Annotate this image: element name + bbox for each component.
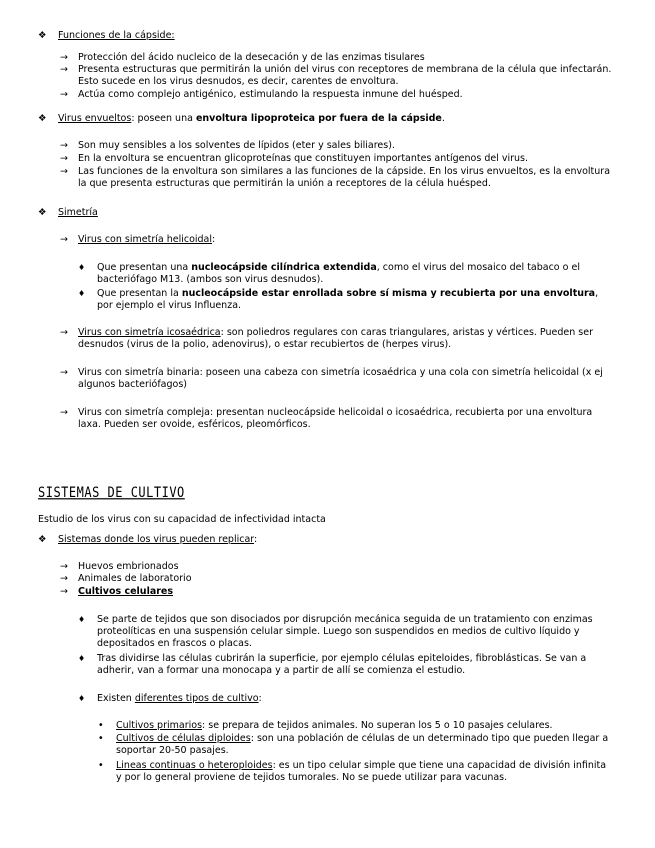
arrow-bullet-icon: →: [60, 153, 68, 164]
diamond-bullet-icon: ❖: [38, 534, 47, 545]
cell-cultures-heading: Cultivos celulares: [78, 586, 174, 597]
list-item-text: Son muy sensibles a los solventes de lípidos (eter y sales biliares).: [78, 140, 395, 151]
arrow-bullet-icon: →: [60, 140, 68, 151]
h2-post: , por ejemplo el virus Influenza.: [97, 288, 599, 311]
t2-label: Cultivos de células diploides: [116, 733, 251, 744]
list-item-text: Huevos embrionados: [78, 561, 179, 572]
helical-label: Virus con simetría helicoidal: [78, 234, 213, 245]
list-item-text: Protección del ácido nucleico de la desecación y de las enzimas tisulares: [78, 52, 425, 63]
helical-colon: :: [212, 234, 216, 245]
list-item-text: [97, 693, 613, 705]
h2-pre: Que presentan la: [97, 288, 182, 299]
types-post: :: [258, 693, 262, 704]
arrow-bullet-icon: →: [60, 561, 68, 572]
list-item-text: [116, 720, 613, 732]
arrow-bullet-icon: →: [60, 64, 68, 75]
diamond-bullet-icon: ❖: [38, 207, 47, 218]
list-item-text: Animales de laboratorio: [78, 573, 192, 584]
enveloped-post: .: [441, 113, 445, 124]
icosahedral-rest: : son poliedros regulares con caras triangulares, aristas y vértices. Pueden ser desnudos (virus de la polio, adenovirus), o estar recubiertos de (herpes virus).: [78, 327, 593, 350]
icosahedral-label: Virus con simetría icosaédrica: [78, 327, 221, 338]
list-item-text: [116, 760, 613, 784]
helical-heading: [78, 234, 613, 246]
diamond-small-bullet-icon: ♦: [78, 694, 86, 703]
types-pre: Existen: [97, 693, 135, 704]
diamond-bullet-icon: ❖: [38, 30, 47, 41]
h1-bold: nucleocápside cilíndrica extendida: [191, 262, 377, 273]
arrow-bullet-icon: →: [60, 407, 68, 418]
list-item-text: En la envoltura se encuentran glicoproteínas que constituyen importantes antígenos del virus.: [78, 153, 529, 164]
symmetry-heading: Simetría: [58, 207, 98, 218]
list-item-text: Virus con simetría binaria: poseen una cabeza con simetría icosaédrica y una cola con simetría helicoidal (x ej algunos bacteriófagos): [78, 367, 603, 390]
h1-post: , como el virus del mosaico del tabaco o el bacteriófago M13. (ambos son virus desnudos).: [97, 262, 580, 285]
arrow-bullet-icon: →: [60, 52, 68, 63]
enveloped-virus-paragraph: [58, 113, 613, 125]
enveloped-virus-heading: Virus envueltos: [58, 113, 132, 124]
diamond-bullet-icon: ❖: [38, 113, 47, 124]
types-label: diferentes tipos de cultivo: [134, 693, 259, 704]
diamond-small-bullet-icon: ♦: [78, 263, 86, 272]
arrow-bullet-icon: →: [60, 573, 68, 584]
list-item-text: Presenta estructuras que permitirán la unión del virus con receptores de membrana de la célula que infectarán. Esto sucede en los virus desnudos, es decir, carentes de envoltura.: [78, 64, 612, 87]
diamond-small-bullet-icon: ♦: [78, 615, 86, 624]
capsid-functions-heading: Funciones de la cápside:: [58, 30, 175, 41]
list-item-text: [78, 327, 613, 351]
culture-systems-title: SISTEMAS DE CULTIVO: [38, 483, 185, 501]
h1-pre: Que presentan una: [97, 262, 192, 273]
small-bullet-icon: •: [98, 760, 104, 771]
small-bullet-icon: •: [98, 733, 104, 744]
list-item-text: [97, 262, 613, 286]
t1-label: Cultivos primarios: [116, 720, 203, 731]
enveloped-pre: : poseen una: [131, 113, 196, 124]
arrow-bullet-icon: →: [60, 89, 68, 100]
arrow-bullet-icon: →: [60, 166, 68, 177]
diamond-small-bullet-icon: ♦: [78, 654, 86, 663]
arrow-bullet-icon: →: [60, 327, 68, 338]
arrow-bullet-icon: →: [60, 586, 68, 597]
intro-text: Estudio de los virus con su capacidad de infectividad intacta: [38, 514, 326, 525]
list-item-text: Se parte de tejidos que son disociados por disrupción mecánica seguida de un tratamiento con enzimas proteolíticas en una suspensión celular simple. Luego son suspendidos en medios de cultivo líquido y depositados en frascos o placas.: [97, 614, 593, 649]
enveloped-bold: envoltura lipoproteica por fuera de la cápside: [195, 113, 442, 124]
t1-rest: : se prepara de tejidos animales. No superan los 5 o 10 pasajes celulares.: [202, 720, 553, 731]
list-item-text: Actúa como complejo antigénico, estimulando la respuesta inmune del huésped.: [78, 89, 463, 100]
t3-rest: : es un tipo celular simple que tiene una capacidad de división infinita y por lo general proviene de tejidos tumorales. No se puede utilizar para vacunas.: [116, 760, 607, 783]
h2-bold: nucleocápside estar enrollada sobre sí misma y recubierta por una envoltura: [181, 288, 596, 299]
t2-rest: : son una población de células de un determinado tipo que pueden llegar a soportar 20-50 pasajes.: [116, 733, 609, 756]
replication-heading: [58, 534, 613, 546]
list-item-text: Tras dividirse las células cubrirán la superficie, por ejemplo células epiteloides, fibroblásticas. Se van a adherir, van a formar una monocapa y a partir de allí se comienza el estudio.: [97, 653, 587, 676]
list-item-text: [116, 733, 613, 757]
t3-label: Lineas continuas o heteroploides: [116, 760, 273, 771]
list-item-text: Las funciones de la envoltura son similares a las funciones de la cápside. En los virus envueltos, es la envoltura la que presenta estructuras que permitirán la unión a receptores de la célula huésped.: [78, 166, 611, 189]
arrow-bullet-icon: →: [60, 367, 68, 378]
list-item-text: Virus con simetría compleja: presentan nucleocápside helicoidal o icosaédrica, recubierta por una envoltura laxa. Pueden ser ovoide, esféricos, pleomórficos.: [78, 407, 593, 430]
small-bullet-icon: •: [98, 720, 104, 731]
replication-colon: :: [254, 534, 258, 545]
list-item-text: [97, 288, 613, 312]
replication-label: Sistemas donde los virus pueden replicar: [58, 534, 255, 545]
arrow-bullet-icon: →: [60, 234, 68, 245]
diamond-small-bullet-icon: ♦: [78, 289, 86, 298]
